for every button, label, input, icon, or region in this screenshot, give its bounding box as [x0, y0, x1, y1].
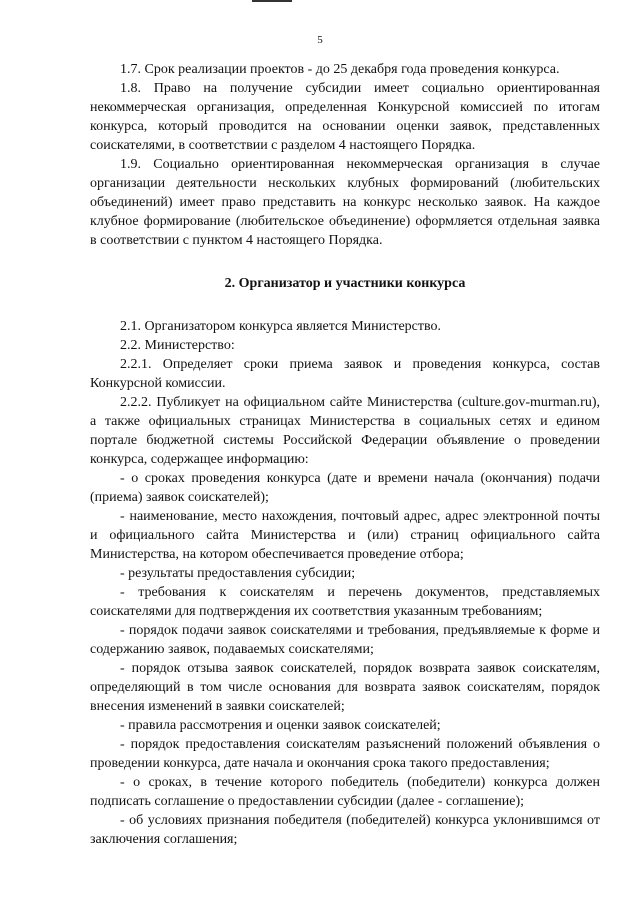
list-item: - порядок отзыва заявок соискателей, порядок возврата заявок соискателям, определяющий в том числе основания для возврата заявок соискателям, порядок внесения изменений в заявки соискателей; — [90, 661, 600, 714]
paragraph-2-2-2: 2.2.2. Публикует на официальном сайте Министерства (culture.gov-murman.ru), а также официальных страницах Министерства в социальных сетях и едином портале бюджетной системы Российской Федерации объявление о проведении конкурса, содержащее информацию: — [90, 395, 600, 467]
list-item: - о сроках, в течение которого победитель (победители) конкурса должен подписать соглашение о предоставлении субсидии (далее - соглашение); — [90, 775, 600, 809]
paragraph-1-9: 1.9. Социально ориентированная некоммерческая организация в случае организации деятельности нескольких клубных формирований (любительских объединений) имеет право представить на конкурс несколько заявок. На каждое клубное формирование (любительское объединение) оформляется отдельная заявка в соответствии с пунктом 4 настоящего Порядка. — [90, 157, 600, 248]
section-heading: 2. Организатор и участники конкурса — [224, 276, 466, 291]
list-item: - порядок подачи заявок соискателями и требования, предъявляемые к форме и содержанию заявок, подаваемых соискателями; — [90, 623, 600, 657]
list-item: - результаты предоставления субсидии; — [120, 566, 356, 581]
list-item: - наименование, место нахождения, почтовый адрес, адрес электронной почты и официального сайта Министерства и (или) страниц официального сайта Министерства, на котором обеспечивается проведение отбора; — [90, 509, 600, 562]
list-item: - порядок предоставления соискателям разъяснений положений объявления о проведении конкурса, дате начала и окончания срока такого предоставления; — [90, 737, 600, 771]
list-item: - об условиях признания победителя (победителей) конкурса уклонившимся от заключения соглашения; — [90, 813, 600, 847]
paragraph-2-2: 2.2. Министерство: — [120, 338, 235, 353]
document-body — [90, 60, 600, 849]
page-number: 5 — [317, 34, 323, 46]
top-rule — [252, 0, 292, 2]
paragraph-1-7: 1.7. Срок реализации проектов - до 25 декабря года проведения конкурса. — [120, 62, 560, 77]
list-item: - правила рассмотрения и оценки заявок соискателей; — [120, 718, 441, 733]
paragraph-1-8: 1.8. Право на получение субсидии имеет социально ориентированная некоммерческая организация, определенная Конкурсной комиссией по итогам конкурса, который проводится на основании оценки заявок, представленных соискателями, в соответствии с разделом 4 настоящего Порядка. — [90, 81, 600, 153]
paragraph-2-1: 2.1. Организатором конкурса является Министерство. — [120, 319, 442, 334]
list-item: - требования к соискателям и перечень документов, представляемых соискателями для подтверждения их соответствия указанным требованиям; — [90, 585, 600, 619]
paragraph-2-2-1: 2.2.1. Определяет сроки приема заявок и проведения конкурса, состав Конкурсной комиссии. — [90, 357, 600, 391]
list-item: - о сроках проведения конкурса (дате и времени начала (окончания) подачи (приема) заявок соискателей); — [90, 471, 600, 505]
